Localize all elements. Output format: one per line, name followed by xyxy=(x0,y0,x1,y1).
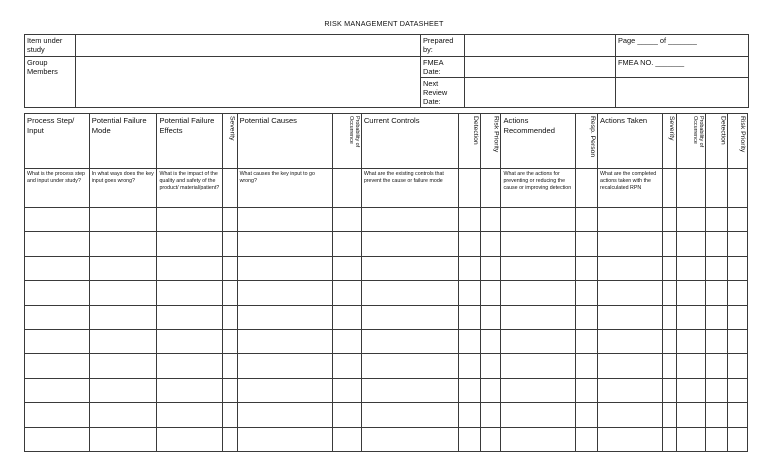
table-cell[interactable] xyxy=(223,378,237,402)
table-cell[interactable] xyxy=(157,232,223,256)
prepared-by-label: Prepared by: xyxy=(421,35,465,57)
table-cell[interactable] xyxy=(728,354,748,378)
table-cell[interactable] xyxy=(157,281,223,305)
table-cell[interactable] xyxy=(480,208,501,232)
table-cell[interactable] xyxy=(598,403,663,427)
table-cell[interactable] xyxy=(728,256,748,280)
table-cell[interactable] xyxy=(705,169,728,208)
table-cell[interactable] xyxy=(237,305,333,329)
table-cell[interactable] xyxy=(677,281,706,305)
table-cell[interactable] xyxy=(361,378,459,402)
table-cell[interactable] xyxy=(223,281,237,305)
table-cell[interactable] xyxy=(459,329,481,353)
table-cell[interactable] xyxy=(501,208,576,232)
table-cell[interactable] xyxy=(480,354,501,378)
page-number-field[interactable]: Page _____ of _______ xyxy=(616,35,749,57)
table-cell[interactable] xyxy=(333,403,362,427)
table-cell[interactable] xyxy=(361,232,459,256)
table-cell[interactable] xyxy=(501,305,576,329)
table-cell[interactable] xyxy=(705,305,728,329)
col-detection: Detection xyxy=(459,114,481,169)
fmea-date-field[interactable] xyxy=(465,57,616,78)
table-cell[interactable] xyxy=(25,354,90,378)
col-severity: Severity xyxy=(223,114,237,169)
table-cell[interactable] xyxy=(576,256,598,280)
table-cell[interactable] xyxy=(25,281,90,305)
table-cell[interactable] xyxy=(598,232,663,256)
table-cell[interactable] xyxy=(157,354,223,378)
col-probability-after: Probability of Occurrence xyxy=(677,114,706,169)
table-row xyxy=(25,403,748,427)
table-cell[interactable] xyxy=(576,427,598,451)
table-cell[interactable] xyxy=(89,427,157,451)
table-cell[interactable] xyxy=(459,256,481,280)
table-cell[interactable] xyxy=(728,305,748,329)
table-cell[interactable] xyxy=(237,232,333,256)
table-cell[interactable] xyxy=(223,427,237,451)
example-actions-recommended: What are the actions for preventing or reducing the cause or improving detection xyxy=(501,169,576,208)
table-cell[interactable] xyxy=(480,232,501,256)
table-cell[interactable] xyxy=(480,403,501,427)
table-cell[interactable] xyxy=(677,378,706,402)
table-cell[interactable] xyxy=(662,256,676,280)
table-cell[interactable] xyxy=(677,403,706,427)
table-cell[interactable] xyxy=(677,208,706,232)
header-empty-cell xyxy=(616,78,749,108)
example-failure-mode: In what ways does the key input goes wrong? xyxy=(89,169,157,208)
table-cell[interactable] xyxy=(89,256,157,280)
table-cell[interactable] xyxy=(237,427,333,451)
table-cell[interactable] xyxy=(89,305,157,329)
table-cell[interactable] xyxy=(501,256,576,280)
table-cell[interactable] xyxy=(361,256,459,280)
table-cell[interactable] xyxy=(598,427,663,451)
table-cell[interactable] xyxy=(223,329,237,353)
table-cell[interactable] xyxy=(89,354,157,378)
example-current-controls: What are the existing controls that prevent the cause or failure mode xyxy=(361,169,459,208)
example-potential-causes: What causes the key input to go wrong? xyxy=(237,169,333,208)
table-cell[interactable] xyxy=(157,256,223,280)
col-resp-person: Resp. Person xyxy=(576,114,598,169)
table-cell[interactable] xyxy=(223,305,237,329)
example-row xyxy=(25,169,748,208)
table-cell[interactable] xyxy=(157,208,223,232)
fmea-date-label: FMEA Date: xyxy=(421,57,465,78)
page-title: RISK MANAGEMENT DATASHEET xyxy=(324,19,444,28)
col-risk-priority-after: Risk Priority xyxy=(728,114,748,169)
table-cell[interactable] xyxy=(728,208,748,232)
table-row xyxy=(25,281,748,305)
col-process-step: Process Step/ Input xyxy=(25,114,90,169)
item-under-study-field[interactable] xyxy=(76,35,421,57)
table-cell[interactable] xyxy=(728,403,748,427)
table-cell[interactable] xyxy=(705,329,728,353)
table-cell[interactable] xyxy=(576,305,598,329)
table-cell[interactable] xyxy=(705,354,728,378)
table-row xyxy=(25,354,748,378)
prepared-by-field[interactable] xyxy=(465,35,616,57)
fmea-table xyxy=(24,113,748,452)
table-cell[interactable] xyxy=(662,354,676,378)
table-cell[interactable] xyxy=(501,329,576,353)
table-cell[interactable] xyxy=(333,354,362,378)
table-cell[interactable] xyxy=(598,354,663,378)
table-cell[interactable] xyxy=(459,169,481,208)
table-cell[interactable] xyxy=(728,232,748,256)
table-cell[interactable] xyxy=(459,305,481,329)
table-row xyxy=(25,329,748,353)
table-cell[interactable] xyxy=(333,169,362,208)
table-cell[interactable] xyxy=(333,427,362,451)
table-cell[interactable] xyxy=(677,329,706,353)
col-potential-failure-effects: Potential Failure Effects xyxy=(157,114,223,169)
col-actions-taken: Actions Taken xyxy=(598,114,663,169)
table-cell[interactable] xyxy=(157,305,223,329)
table-cell[interactable] xyxy=(25,403,90,427)
table-cell[interactable] xyxy=(237,281,333,305)
table-cell[interactable] xyxy=(728,378,748,402)
col-detection-after: Detection xyxy=(705,114,728,169)
table-cell[interactable] xyxy=(25,232,90,256)
table-cell[interactable] xyxy=(598,305,663,329)
table-cell[interactable] xyxy=(705,403,728,427)
col-probability-of-occurrence: Probability of Occurrence xyxy=(333,114,362,169)
table-cell[interactable] xyxy=(501,378,576,402)
table-cell[interactable] xyxy=(333,208,362,232)
table-cell[interactable] xyxy=(25,427,90,451)
table-cell[interactable] xyxy=(89,281,157,305)
table-cell[interactable] xyxy=(223,354,237,378)
table-cell[interactable] xyxy=(361,427,459,451)
table-row xyxy=(25,208,748,232)
table-cell[interactable] xyxy=(459,354,481,378)
table-row xyxy=(25,378,748,402)
table-cell[interactable] xyxy=(677,232,706,256)
table-cell[interactable] xyxy=(576,169,598,208)
table-cell[interactable] xyxy=(333,378,362,402)
table-cell[interactable] xyxy=(223,403,237,427)
table-cell[interactable] xyxy=(662,208,676,232)
table-cell[interactable] xyxy=(223,208,237,232)
table-cell[interactable] xyxy=(677,256,706,280)
example-process-step: What is the process step and input under study? xyxy=(25,169,90,208)
table-cell[interactable] xyxy=(677,354,706,378)
table-cell[interactable] xyxy=(705,427,728,451)
table-cell[interactable] xyxy=(501,281,576,305)
table-cell[interactable] xyxy=(480,256,501,280)
table-cell[interactable] xyxy=(705,281,728,305)
table-cell[interactable] xyxy=(333,256,362,280)
table-cell[interactable] xyxy=(576,403,598,427)
table-cell[interactable] xyxy=(361,208,459,232)
table-cell[interactable] xyxy=(576,329,598,353)
table-cell[interactable] xyxy=(480,427,501,451)
example-failure-effects: What is the impact of the quality and safety of the product/ material/patient? xyxy=(157,169,223,208)
table-cell[interactable] xyxy=(89,329,157,353)
table-cell[interactable] xyxy=(25,329,90,353)
table-cell[interactable] xyxy=(705,208,728,232)
table-cell[interactable] xyxy=(459,427,481,451)
table-cell[interactable] xyxy=(237,378,333,402)
table-cell[interactable] xyxy=(662,305,676,329)
table-cell[interactable] xyxy=(662,403,676,427)
group-members-field[interactable] xyxy=(76,57,421,108)
table-cell[interactable] xyxy=(25,378,90,402)
table-cell[interactable] xyxy=(598,256,663,280)
table-cell[interactable] xyxy=(576,232,598,256)
table-cell[interactable] xyxy=(25,208,90,232)
table-cell[interactable] xyxy=(677,305,706,329)
table-cell[interactable] xyxy=(89,232,157,256)
header-table xyxy=(24,34,749,108)
col-severity-after: Severity xyxy=(662,114,676,169)
table-cell[interactable] xyxy=(705,232,728,256)
table-cell[interactable] xyxy=(501,427,576,451)
table-cell[interactable] xyxy=(361,281,459,305)
table-cell[interactable] xyxy=(598,329,663,353)
table-cell[interactable] xyxy=(237,208,333,232)
table-cell[interactable] xyxy=(598,281,663,305)
table-cell[interactable] xyxy=(662,427,676,451)
table-cell[interactable] xyxy=(705,378,728,402)
table-cell[interactable] xyxy=(576,281,598,305)
table-cell[interactable] xyxy=(728,329,748,353)
table-cell[interactable] xyxy=(576,378,598,402)
table-cell[interactable] xyxy=(662,169,676,208)
next-review-date-field[interactable] xyxy=(465,78,616,108)
table-cell[interactable] xyxy=(677,169,706,208)
table-cell[interactable] xyxy=(459,403,481,427)
col-current-controls: Current Controls xyxy=(361,114,459,169)
table-cell[interactable] xyxy=(459,232,481,256)
table-cell[interactable] xyxy=(728,169,748,208)
table-cell[interactable] xyxy=(501,403,576,427)
fmea-number-field[interactable]: FMEA NO. _______ xyxy=(616,57,749,78)
table-cell[interactable] xyxy=(728,427,748,451)
table-cell[interactable] xyxy=(576,208,598,232)
table-cell[interactable] xyxy=(662,329,676,353)
table-cell[interactable] xyxy=(459,281,481,305)
table-cell[interactable] xyxy=(662,232,676,256)
table-cell[interactable] xyxy=(157,403,223,427)
table-cell[interactable] xyxy=(333,281,362,305)
table-cell[interactable] xyxy=(89,208,157,232)
table-cell[interactable] xyxy=(662,378,676,402)
group-members-label: Group Members xyxy=(25,57,76,108)
col-potential-causes: Potential Causes xyxy=(237,114,333,169)
table-cell[interactable] xyxy=(361,305,459,329)
example-actions-taken: What are the completed actions taken with the recalculated RPN xyxy=(598,169,663,208)
table-cell[interactable] xyxy=(157,329,223,353)
table-cell[interactable] xyxy=(89,403,157,427)
table-cell[interactable] xyxy=(237,256,333,280)
table-cell[interactable] xyxy=(598,208,663,232)
table-cell[interactable] xyxy=(728,281,748,305)
table-cell[interactable] xyxy=(333,305,362,329)
table-cell[interactable] xyxy=(459,378,481,402)
table-cell[interactable] xyxy=(25,305,90,329)
table-cell[interactable] xyxy=(480,305,501,329)
table-cell[interactable] xyxy=(705,256,728,280)
table-row xyxy=(25,232,748,256)
table-cell[interactable] xyxy=(480,378,501,402)
table-cell[interactable] xyxy=(677,427,706,451)
table-cell[interactable] xyxy=(237,329,333,353)
col-actions-recommended: Actions Recommended xyxy=(501,114,576,169)
col-risk-priority: Risk Priority xyxy=(480,114,501,169)
table-cell[interactable] xyxy=(361,354,459,378)
table-cell[interactable] xyxy=(333,232,362,256)
table-cell[interactable] xyxy=(157,427,223,451)
table-cell[interactable] xyxy=(662,281,676,305)
next-review-date-label: Next Review Date: xyxy=(421,78,465,108)
table-cell[interactable] xyxy=(480,169,501,208)
table-cell[interactable] xyxy=(480,281,501,305)
table-cell[interactable] xyxy=(598,378,663,402)
table-cell[interactable] xyxy=(333,329,362,353)
table-cell[interactable] xyxy=(361,329,459,353)
table-cell[interactable] xyxy=(223,232,237,256)
col-potential-failure-mode: Potential Failure Mode xyxy=(89,114,157,169)
table-row xyxy=(25,256,748,280)
table-cell[interactable] xyxy=(480,329,501,353)
table-cell[interactable] xyxy=(237,354,333,378)
table-cell[interactable] xyxy=(459,208,481,232)
table-cell[interactable] xyxy=(25,256,90,280)
table-cell[interactable] xyxy=(223,169,237,208)
table-row xyxy=(25,305,748,329)
table-cell[interactable] xyxy=(501,232,576,256)
table-cell[interactable] xyxy=(576,354,598,378)
item-under-study-label: Item under study xyxy=(25,35,76,57)
table-cell[interactable] xyxy=(223,256,237,280)
table-cell[interactable] xyxy=(89,378,157,402)
table-cell[interactable] xyxy=(501,354,576,378)
table-row xyxy=(25,427,748,451)
table-cell[interactable] xyxy=(157,378,223,402)
table-cell[interactable] xyxy=(237,403,333,427)
table-cell[interactable] xyxy=(361,403,459,427)
